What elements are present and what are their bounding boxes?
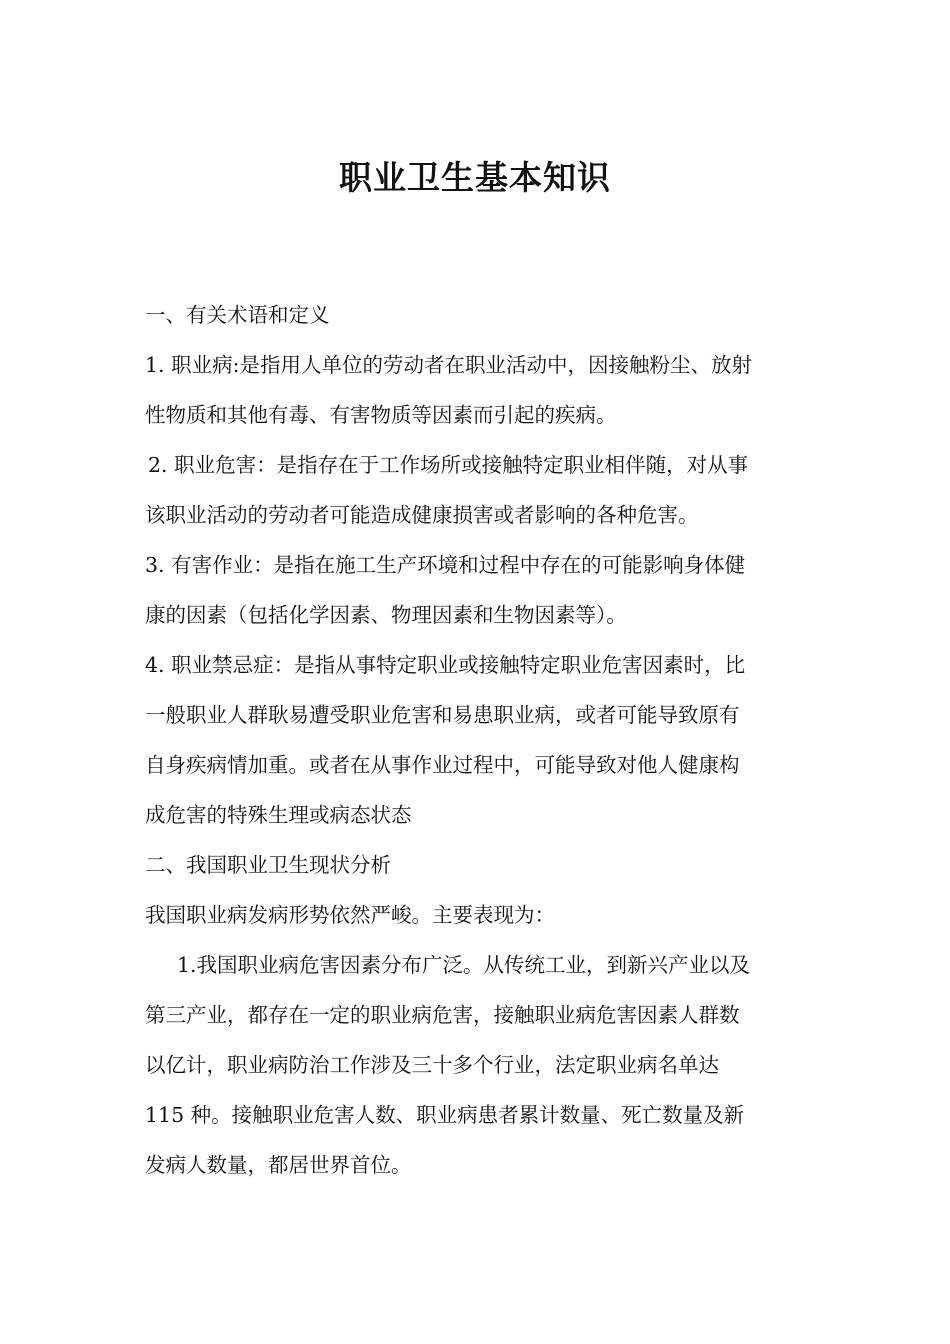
- status-intro: 我国职业病发病形势依然严峻。主要表现为：: [145, 903, 555, 927]
- definition-occupational-hazard-line-2: 该职业活动的劳动者可能造成健康损害或者影响的各种危害。: [145, 503, 699, 527]
- definition-contraindication-line-2: 一般职业人群耿易遭受职业危害和易患职业病，或者可能导致原有: [145, 703, 740, 727]
- definition-occupational-hazard-line-1: 2. 职业危害：是指存在于工作场所或接触特定职业相伴随，对从事: [148, 453, 749, 477]
- definition-contraindication-line-1: 4. 职业禁忌症：是指从事特定职业或接触特定职业危害因素时，比: [145, 653, 746, 677]
- document-body: [145, 290, 805, 1190]
- definition-harmful-work-line-1: 3. 有害作业：是指在施工生产环境和过程中存在的可能影响身体健: [145, 553, 746, 577]
- definition-occupational-disease-line-1: 1. 职业病:是指用人单位的劳动者在职业活动中，因接触粉尘、放射: [145, 353, 752, 377]
- status-point-1-line-2: 第三产业，都存在一定的职业病危害，接触职业病危害因素人群数: [145, 1003, 740, 1027]
- definition-contraindication-line-3: 自身疾病情加重。或者在从事作业过程中，可能导致对他人健康构: [145, 753, 740, 777]
- status-point-1-line-3: 以亿计，职业病防治工作涉及三十多个行业，法定职业病名单达: [145, 1053, 719, 1077]
- section-heading-terms: 一、有关术语和定义: [145, 303, 330, 327]
- definition-harmful-work-line-2: 康的因素（包括化学因素、物理因素和生物因素等）。: [145, 603, 627, 627]
- definition-contraindication-line-4: 成危害的特殊生理或病态状态: [145, 803, 412, 827]
- section-heading-status-analysis: 二、我国职业卫生现状分析: [145, 853, 391, 877]
- status-point-1-line-5: 发病人数量，都居世界首位。: [145, 1153, 412, 1177]
- status-point-1-line-1: 1.我国职业病危害因素分布广泛。从传统工业，到新兴产业以及: [177, 953, 751, 977]
- status-point-1-line-4: 115 种。接触职业危害人数、职业病患者累计数量、死亡数量及新: [145, 1103, 745, 1127]
- document-title: 职业卫生基本知识: [339, 158, 611, 197]
- definition-occupational-disease-line-2: 性物质和其他有毒、有害物质等因素而引起的疾病。: [145, 403, 617, 427]
